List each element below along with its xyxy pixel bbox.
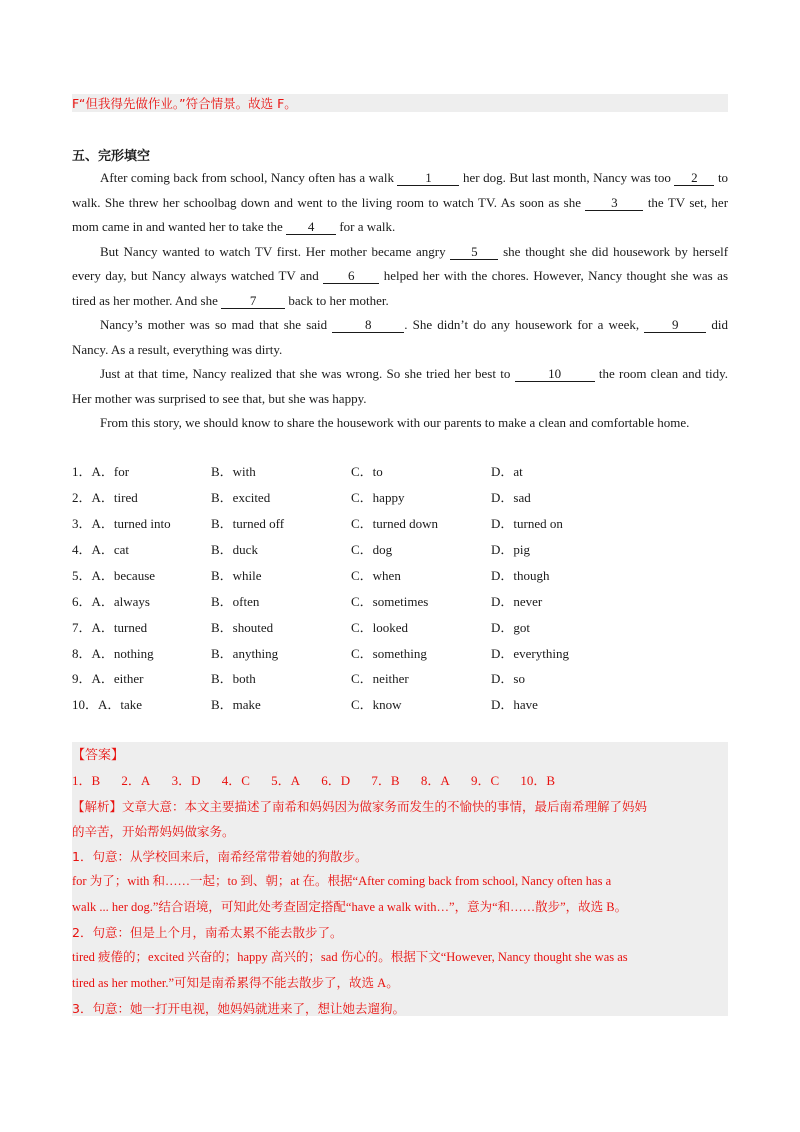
answer-key: 1．B (72, 773, 101, 789)
option-d[interactable]: D．at (491, 464, 523, 479)
blank-6[interactable]: 6 (323, 269, 379, 284)
blank-9[interactable]: 9 (644, 318, 706, 333)
option-c[interactable]: C．to (351, 464, 383, 479)
blank-4[interactable]: 4 (286, 220, 336, 235)
option-row (72, 488, 728, 508)
option-b[interactable]: B．turned off (211, 516, 285, 531)
answer-heading: 【答案】 (72, 748, 125, 763)
option-d[interactable]: D．everything (491, 646, 569, 661)
option-row (72, 695, 728, 715)
option-a[interactable]: 7．A．turned (72, 620, 148, 635)
option-a[interactable]: 1．A．for (72, 464, 130, 479)
blank-1[interactable]: 1 (397, 171, 459, 186)
blank-10[interactable]: 10 (515, 367, 595, 382)
answer-key: 5．A (271, 773, 301, 789)
option-c[interactable]: C．something (351, 646, 427, 661)
answer-key: 3．D (171, 773, 201, 789)
answer-key: 2．A (121, 773, 151, 789)
option-c[interactable]: C．happy (351, 490, 405, 505)
option-b[interactable]: B．duck (211, 542, 258, 557)
option-row (72, 514, 728, 534)
option-row (72, 644, 728, 664)
q1-explanation: for 为了；with 和……一起；to 到、朝；at 在。根据“After coming back from school, Nancy often has a (72, 874, 612, 889)
cloze-passage: After coming back from school, Nancy often has a walk 1 her dog. But last month, Nancy was too 2 to walk. She threw her schoolbag down and went to the living room to watch TV. As soon as she 3 the TV set, her mom came in and wanted her to take the 4 for a walk. But Nancy wanted to watch TV first. Her mother became angry 5 she thought she did housework by herself every day, but Nancy always watched TV and 6 helped her with the chores. However, Nancy thought she was as tired as her mother. And she 7 back to her mother. Nancy’s mother was so mad that she said 8 . She didn’t do any housework for a week, 9 did Nancy. As a result, everything was dirty. Just at that time, Nancy realized that she was wrong. So she tried her best to 10 the room clean and tidy. Her mother was surprised to see that, but she was happy. From this story, we should know to share the housework with our parents to make a clean and comfortable home. (72, 170, 729, 430)
analysis-line: 【解析】文章大意：本文主要描述了南希和妈妈因为做家务而发生的不愉快的事情，最后南希理解了妈妈 (72, 798, 648, 814)
option-c[interactable]: C．neither (351, 671, 409, 686)
option-d[interactable]: D．got (491, 620, 531, 635)
option-a[interactable]: 5．A．because (72, 568, 156, 583)
answer-section (72, 743, 728, 1021)
option-a[interactable]: 9．A．either (72, 671, 144, 686)
answer-key: 6．D (321, 773, 351, 789)
q1-explanation: walk ... her dog.”结合语境，可知此处考查固定搭配“have a walk with…”，意为“和……散步”，故选 B。 (72, 899, 628, 914)
option-c[interactable]: C．when (351, 568, 401, 583)
option-d[interactable]: D．sad (491, 490, 531, 505)
option-row (72, 592, 728, 612)
q2-explanation-title: 2．句意：但是上个月，南希太累不能去散步了。 (72, 925, 343, 941)
option-a[interactable]: 3．A．turned into (72, 516, 171, 531)
option-d[interactable]: D．turned on (491, 516, 563, 531)
option-d[interactable]: D．never (491, 594, 543, 609)
option-c[interactable]: C．dog (351, 542, 393, 557)
answer-key: 10．B (520, 773, 556, 789)
option-row (72, 566, 728, 586)
option-b[interactable]: B．often (211, 594, 260, 609)
option-a[interactable]: 2．A．tired (72, 490, 138, 505)
section-title: 五、完形填空 (72, 149, 151, 164)
option-row (72, 618, 728, 638)
option-row (72, 669, 728, 689)
option-b[interactable]: B．with (211, 464, 256, 479)
option-a[interactable]: 10．A．take (72, 697, 143, 712)
answer-keys (72, 768, 728, 793)
option-d[interactable]: D．pig (491, 542, 531, 557)
q2-explanation: tired as her mother.”可知是南希累得不能去散步了，故选 A。 (72, 975, 399, 990)
q1-explanation-title: 1．句意：从学校回来后，南希经常带着她的狗散步。 (72, 849, 368, 865)
option-a[interactable]: 6．A．always (72, 594, 150, 609)
option-c[interactable]: C．turned down (351, 516, 439, 531)
q3-explanation-title: 3．句意：她一打开电视，她妈妈就进来了，想让她去遛狗。 (72, 1000, 405, 1016)
option-d[interactable]: D．have (491, 697, 538, 712)
blank-2[interactable]: 2 (674, 171, 714, 186)
answer-key: 9．C (470, 773, 500, 789)
option-b[interactable]: B．shouted (211, 620, 274, 635)
option-b[interactable]: B．both (211, 671, 256, 686)
option-a[interactable]: 4．A．cat (72, 542, 130, 557)
option-b[interactable]: B．anything (211, 646, 279, 661)
option-b[interactable]: B．make (211, 697, 261, 712)
previous-answer-note: F“但我得先做作业。”符合情景。故选 F。 (72, 96, 297, 111)
option-c[interactable]: C．sometimes (351, 594, 429, 609)
blank-8[interactable]: 8 (332, 318, 404, 333)
option-b[interactable]: B．excited (211, 490, 271, 505)
answer-key: 8．A (420, 773, 450, 789)
q2-explanation: tired 疲倦的；excited 兴奋的；happy 高兴的；sad 伤心的。根据下文“However, Nancy thought she was as (72, 950, 628, 965)
option-row (72, 540, 728, 560)
answer-key: 7．B (371, 773, 400, 789)
option-b[interactable]: B．while (211, 568, 262, 583)
analysis-line: 的辛苦，开始帮妈妈做家务。 (72, 823, 235, 839)
blank-7[interactable]: 7 (221, 294, 285, 309)
option-a[interactable]: 8．A．nothing (72, 646, 154, 661)
option-c[interactable]: C．looked (351, 620, 409, 635)
option-row (72, 462, 728, 482)
blank-3[interactable]: 3 (585, 196, 643, 211)
answer-key: 4．C (221, 773, 250, 789)
blank-5[interactable]: 5 (450, 245, 498, 260)
option-d[interactable]: D．so (491, 671, 525, 686)
option-d[interactable]: D．though (491, 568, 550, 583)
option-c[interactable]: C．know (351, 697, 402, 712)
